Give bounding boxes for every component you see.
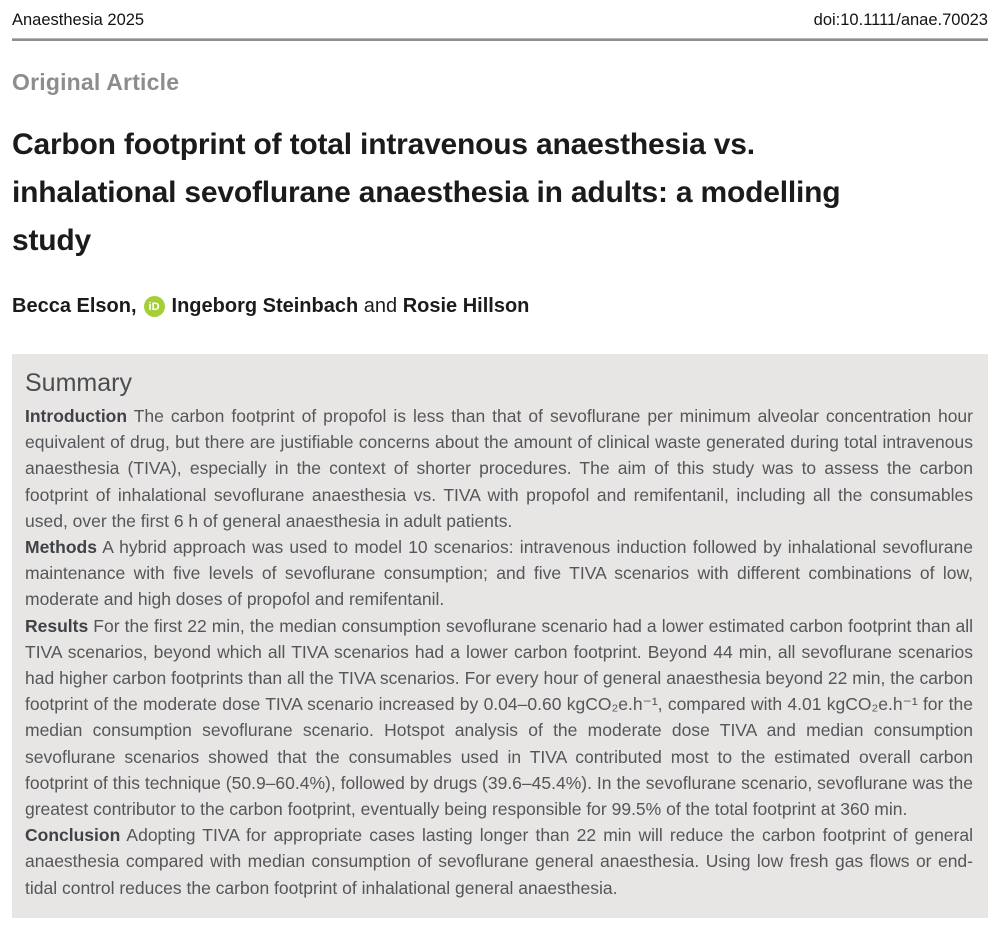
author-name-2: Ingeborg Steinbach [171,295,359,317]
section-label-results: Results [25,615,89,636]
author-name-1: Becca Elson, [12,295,137,317]
section-label-methods: Methods [25,537,97,558]
journal-name: Anaesthesia 2025 [12,11,145,29]
summary-section-results [25,613,973,823]
orcid-icon[interactable]: iD [144,296,165,317]
section-text-conclusion: Adopting TIVA for appropriate cases lasting longer than 22 min will reduce the carbon footprint of general anaesthesia compared with median consumption of sevoflurane general anaesthesia. Using low fresh gas flows or end-tidal control reduces the carbon footprint of inhalational general anaesthesia. [25,825,973,898]
header-divider [12,38,988,41]
author-connector: and [358,295,403,317]
section-text-introduction: The carbon footprint of propofol is less than that of sevoflurane per minimum alveolar concentration hour equivalent of drug, but there are justifiable concerns about the amount of clinical waste generated during total intravenous anaesthesia (TIVA), especially in the context of shorter procedures. The aim of this study was to assess the carbon footprint of inhalational sevoflurane anaesthesia vs. TIVA with propofol and remifentanil, including all the consumables used, over the first 6 h of general anaesthesia in adult patients. [25,406,973,531]
summary-heading: Summary [25,369,132,397]
author-name-3: Rosie Hillson [402,295,530,317]
author-line [12,295,988,318]
article-type-label: Original Article [12,69,180,95]
doi-text: doi:10.1111/anae.70023 [813,11,988,29]
summary-box [12,354,988,918]
section-text-methods: A hybrid approach was used to model 10 scenarios: intravenous induction followed by inhalational sevoflurane maintenance with five levels of sevoflurane consumption; and five TIVA scenarios with different combinations of low, moderate and high doses of propofol and remifentanil. [25,537,973,610]
summary-section-conclusion [25,822,973,901]
summary-section-methods [25,534,973,613]
summary-section-introduction [25,403,973,534]
journal-header [12,8,988,38]
section-text-results: For the first 22 min, the median consumption sevoflurane scenario had a lower estimated carbon footprint than all TIVA scenarios, beyond which all TIVA scenarios had a lower carbon footprint. Beyond 44 min, all sevoflurane scenarios had higher carbon footprints than all the TIVA scenarios. For every hour of general anaesthesia beyond 22 min, the carbon footprint of the moderate dose TIVA scenario increased by 0.04–0.60 kgCO₂e.h⁻¹, compared with 4.01 kgCO₂e.h⁻¹ for the median consumption sevoflurane scenario. Hotspot analysis of the moderate dose TIVA and median consumption sevoflurane scenarios showed that the consumables used in TIVA contributed most to the estimated overall carbon footprint of this technique (50.9–60.4%), followed by drugs (39.6–45.4%). In the sevoflurane scenario, sevoflurane was the greatest contributor to the carbon footprint, eventually being responsible for 99.5% of the total footprint at 360 min. [25,615,973,820]
section-label-introduction: Introduction [25,406,128,426]
article-title: Carbon footprint of total intravenous anaesthesia vs. inhalational sevoflurane anaesthesia in adults: a modelling study [12,128,841,257]
section-label-conclusion: Conclusion [25,825,121,846]
